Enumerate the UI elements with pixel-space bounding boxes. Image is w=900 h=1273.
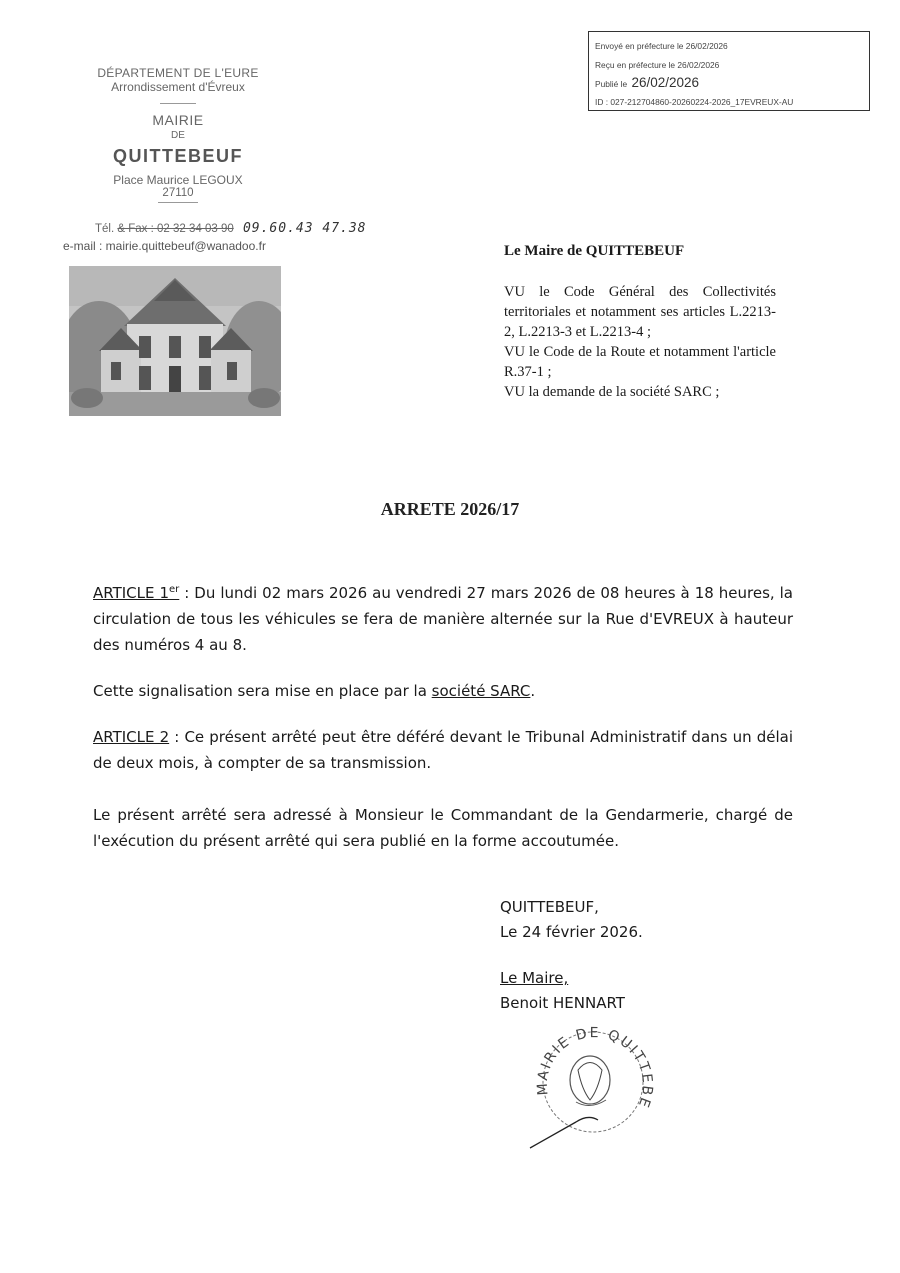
letterhead-email: e-mail : mairie.quittebeuf@wanadoo.fr [63, 239, 266, 253]
signalisation-paragraph [93, 678, 793, 704]
stamp-publie [595, 74, 863, 93]
letterhead-code-postal: 27110 [162, 187, 194, 199]
letterhead-divider [160, 103, 196, 104]
vu-list [504, 282, 776, 402]
seal-stamp-image [518, 1010, 668, 1155]
letterhead-adresse: Place Maurice LEGOUX [113, 173, 243, 187]
letterhead-telephone [95, 221, 415, 236]
signature-name: Benoit HENNART [500, 994, 625, 1012]
mayor-title: Le Maire de QUITTEBEUF [504, 243, 685, 259]
stamp-id: ID : 027-212704860-20260224-2026_17EVREUX-AU [595, 96, 794, 107]
signal-end: . [530, 682, 536, 700]
letterhead-de: DE [171, 130, 185, 141]
article-1-text: : Du lundi 02 mars 2026 au vendredi 27 mars 2026 de 08 heures à 18 heures, la circulation de tous les véhicules se fera de manière alternée sur la Rue d'EVREUX à hauteur des numéros 4 au 8. [93, 584, 793, 654]
transmission-paragraph: Le présent arrêté sera adressé à Monsieur le Commandant de la Gendarmerie, chargé de l'exécution du présent arrêté qui sera publié en la forme accoutumée. [93, 806, 793, 850]
letterhead-departement: DÉPARTEMENT DE L'EURE [97, 66, 259, 80]
signature-gap [500, 945, 720, 966]
town-hall-image [69, 266, 281, 416]
vu-item-2: VU le Code de la Route et notamment l'article R.37-1 ; [504, 344, 776, 380]
article-2-text: : Ce présent arrêté peut être déféré devant le Tribunal Administratif dans un délai de deux mois, à compter de sa transmission. [93, 728, 793, 772]
signature-role: Le Maire, [500, 969, 569, 987]
stamp-envoye: Envoyé en préfecture le 26/02/2026 [595, 41, 728, 51]
signature-block [500, 895, 720, 1016]
arrete-title: ARRETE 2026/17 [380, 499, 520, 519]
stamp-recu: Reçu en préfecture le 26/02/2026 [595, 59, 720, 70]
tel-handwritten-number: 09.60.43 47.38 [242, 221, 367, 236]
svg-text:MAIRIE DE QUITTEBEUF: MAIRIE DE QUITTEBE [534, 1025, 656, 1112]
prefecture-stamp [588, 31, 870, 111]
article-2-label: ARTICLE 2 [93, 728, 170, 746]
letterhead-arrondissement: Arrondissement d'Évreux [111, 80, 245, 94]
signature-place: QUITTEBEUF, [500, 898, 599, 916]
letterhead-mairie: MAIRIE [152, 112, 204, 128]
signal-company: société SARC [431, 682, 531, 700]
stamp-publie-date: 26/02/2026 [631, 75, 700, 90]
article-2 [93, 724, 793, 776]
signature-date: Le 24 février 2026. [500, 923, 643, 941]
letterhead-commune: QUITTEBEUF [113, 146, 243, 166]
stamp-publie-label: Publié le [595, 79, 628, 89]
tel-label: Tél. [95, 223, 115, 235]
article-1-superscript: er [169, 584, 180, 595]
mairie-seal [518, 1010, 668, 1155]
town-hall-photo [69, 266, 281, 416]
letterhead [60, 66, 296, 203]
article-1-label: ARTICLE 1er [93, 584, 180, 602]
vu-item-3: VU la demande de la société SARC ; [504, 384, 720, 400]
vu-item-1: VU le Code Général des Collectivités territoriales et notamment ses articles L.2213-2, L.2213-3 et L.2213-4 ; [504, 284, 776, 340]
mayor-considerations [504, 243, 776, 402]
article-1 [93, 577, 793, 658]
signal-text: Cette signalisation sera mise en place par la [93, 682, 432, 700]
tel-struck-number: & Fax : 02 32 34 03 90 [117, 223, 234, 235]
letterhead-divider-2 [158, 202, 198, 203]
